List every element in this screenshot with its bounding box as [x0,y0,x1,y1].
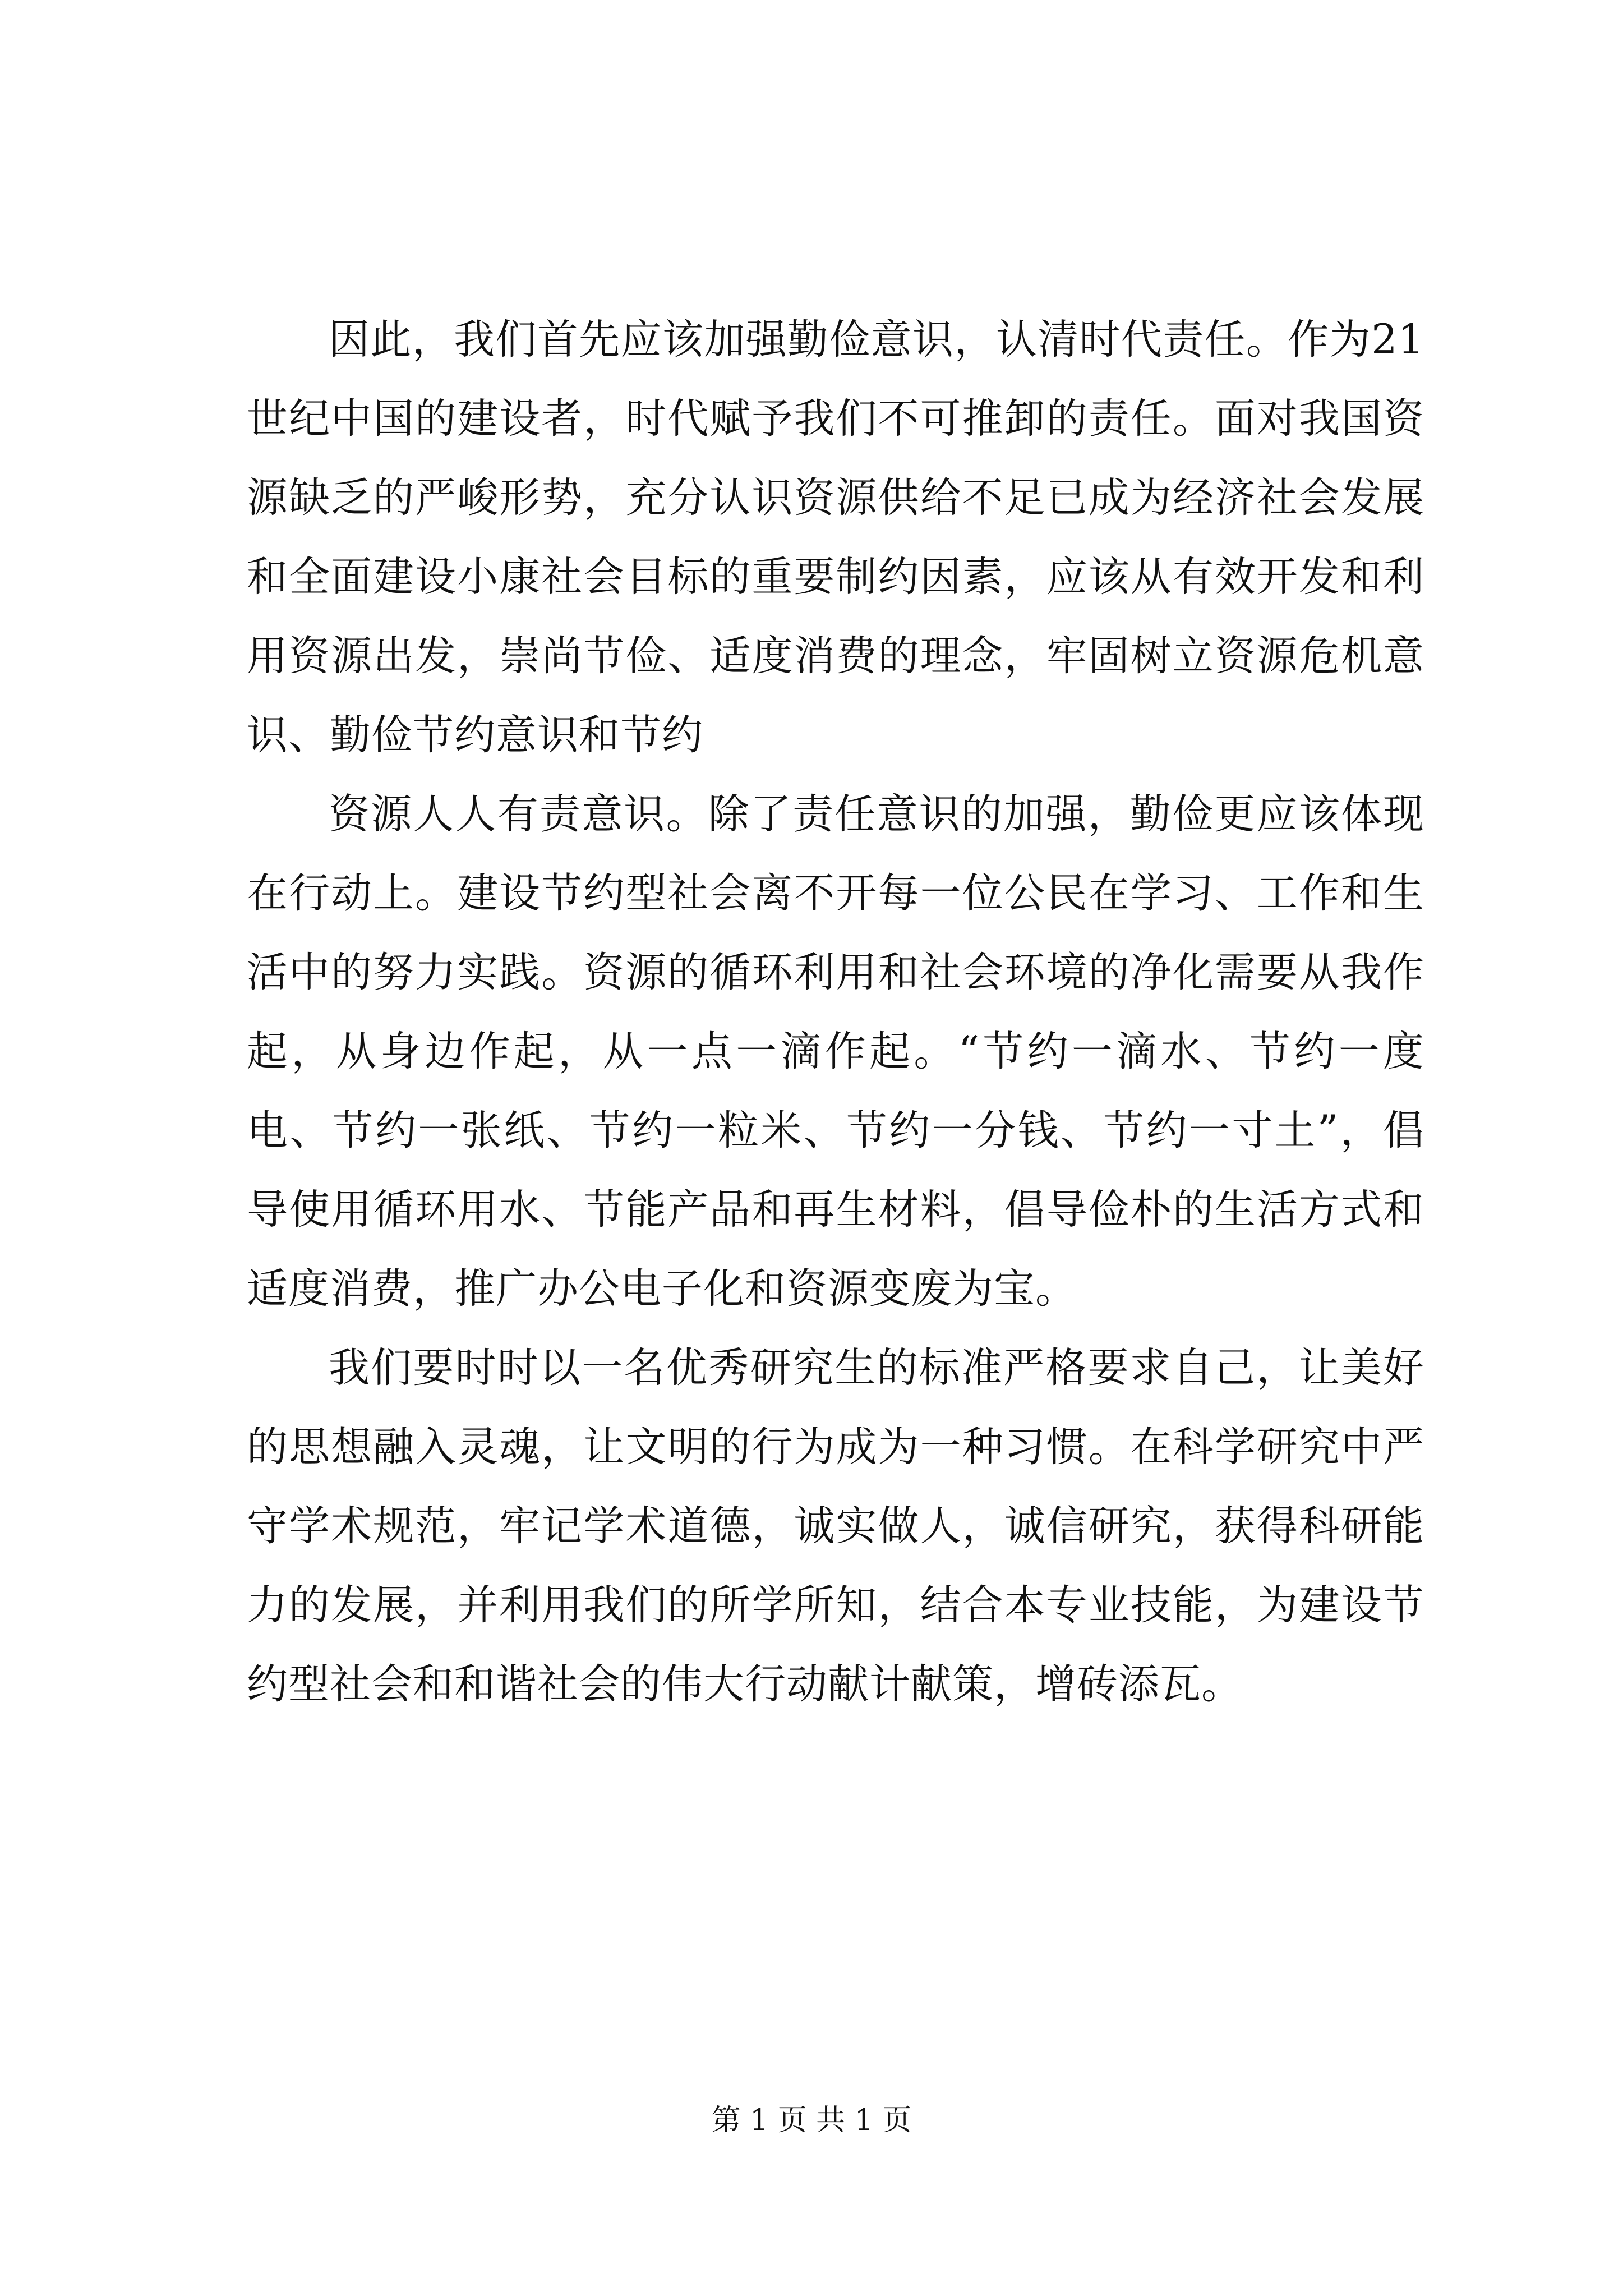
paragraph-1: 因此，我们首先应该加强勤俭意识，认清时代责任。作为21世纪中国的建设者，时代赋予我们不可推卸的责任。面对我国资源缺乏的严峻形势，充分认识资源供给不足已成为经济社会发展和全面建设小康社会目标的重要制约因素，应该从有效开发和利用资源出发，崇尚节俭、适度消费的理念，牢固树立资源危机意识、勤俭节约意识和节约 [247,316,1424,759]
document-body [247,300,1424,1724]
page-number-footer: 第 1 页 共 1 页 [711,2104,912,2137]
paragraph-3: 我们要时时以一名优秀研究生的标准严格要求自己，让美好的思想融入灵魂，让文明的行为成为一种习惯。在科学研究中严守学术规范，牢记学术道德，诚实做人，诚信研究，获得科研能力的发展，并利用我们的所学所知，结合本专业技能，为建设节约型社会和和谐社会的伟大行动献计献策，增砖添瓦。 [247,1344,1424,1708]
paragraph-2: 资源人人有责意识。除了责任意识的加强，勤俭更应该体现在行动上。建设节约型社会离不开每一位公民在学习、工作和生活中的努力实践。资源的循环利用和社会环境的净化需要从我作起，从身边作起，从一点一滴作起。“节约一滴水、节约一度电、节约一张纸、节约一粒米、节约一分钱、节约一寸土”，倡导使用循环用水、节能产品和再生材料，倡导俭朴的生活方式和适度消费，推广办公电子化和资源变废为宝。 [247,790,1424,1313]
